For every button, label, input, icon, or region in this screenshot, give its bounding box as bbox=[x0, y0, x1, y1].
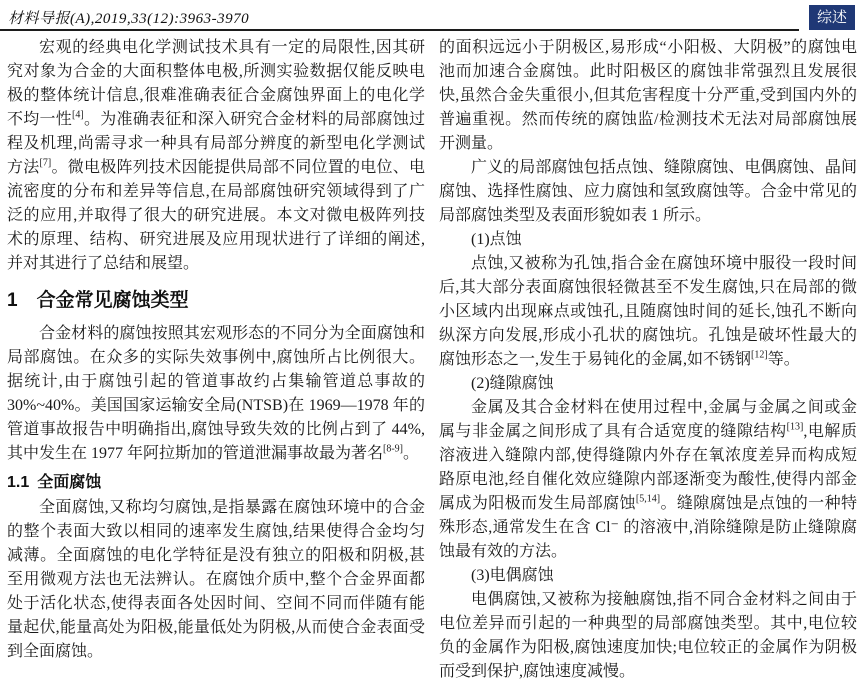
header-rule bbox=[0, 29, 799, 31]
paragraph-crevice: 金属及其合金材料在使用过程中,金属与金属之间或金属与非金属之间形成了具有合适宽度的缝隙结构[13],电解质溶液进入缝隙内部,使得缝隙内外存在氧浓度差异而构成短路原电池,经自催化效应缝隙内部逐渐变为酸性,使得内部金属成为阳极而发生局部腐蚀[5,14]。缝隙腐蚀是点蚀的一种特殊形态,通常发生在含 Cl⁻ 的溶液中,消除缝隙是防止缝隙腐蚀最有效的方法。 bbox=[439, 399, 857, 560]
reference-marker: [4] bbox=[72, 109, 84, 121]
article-body bbox=[7, 32, 857, 684]
reference-marker: [13] bbox=[786, 421, 804, 433]
section-heading-1: 1 合金常见腐蚀类型 bbox=[7, 290, 189, 311]
right-column bbox=[439, 36, 857, 684]
subsection-heading-1-1: 1.1 全面腐蚀 bbox=[7, 474, 102, 491]
reference-marker: [7] bbox=[39, 157, 52, 169]
journal-citation: 材料导报(A),2019,33(12):3963-3970 bbox=[8, 11, 250, 27]
paragraph-intro: 宏观的经典电化学测试技术具有一定的局限性,因其研究对象为合金的大面积整体电极,所测实验数据仅能反映电极的整体统计信息,很难准确表征合金腐蚀界面上的电化学不均一性[4]。为准确表征和深入研究合金材料的局部腐蚀过程及机理,尚需寻求一种具有局部分辨度的新型电化学测试方法[7]。微电极阵列技术因能提供局部不同位置的电位、电流密度的分布和差异等信息,在局部腐蚀研究领域得到了广泛的应用,并取得了很大的研究进展。本文对微电极阵列技术的原理、结构、研究进展及应用现状进行了详细的阐述,并对其进行了总结和展望。 bbox=[7, 39, 425, 272]
reference-marker: [5,14] bbox=[635, 493, 661, 505]
paragraph-corrosion-types: 合金材料的腐蚀按照其宏观形态的不同分为全面腐蚀和局部腐蚀。在众多的实际失效事例中,腐蚀所占比例很大。据统计,由于腐蚀引起的管道事故约占集输管道总事故的 30%~40%。美国国家运输安全局(NTSB)在 1969—1978 年的管道事故报告中明确指出,腐蚀导致失效的比例占到了 44%,其中发生在 1977 年阿拉斯加的管道泄漏事故最为著名[8-9]。 bbox=[7, 325, 425, 462]
reference-marker: [8-9] bbox=[383, 443, 404, 455]
article-type-badge: 综述 bbox=[809, 5, 855, 30]
list-item-pitting: (1)点蚀 bbox=[471, 231, 522, 248]
paragraph-pitting: 点蚀,又被称为孔蚀,指合金在腐蚀环境中服役一段时间后,其大部分表面腐蚀很轻微甚至不发生腐蚀,只在局部的微小区域内出现麻点或蚀孔,且随腐蚀时间的延长,蚀孔不断向纵深方向发展,形成小孔状的腐蚀坑。孔蚀是破坏性最大的腐蚀形态之一,发生于易钝化的金属,如不锈钢[12]等。 bbox=[439, 255, 857, 368]
left-column bbox=[7, 36, 425, 684]
page-header bbox=[7, 0, 857, 32]
paragraph-uniform-corrosion: 全面腐蚀,又称均匀腐蚀,是指暴露在腐蚀环境中的合金的整个表面大致以相同的速率发生腐蚀,结果使得合金均匀减薄。全面腐蚀的电化学特征是没有独立的阳极和阴极,甚至用微观方法也无法辨认。在腐蚀介质中,整个合金界面都处于活化状态,使得表面各处因时间、空间不同而伴随有能量起伏,能量高处为阳极,能量低处为阴极,从而使合金表面受到全面腐蚀。 bbox=[7, 499, 425, 660]
paragraph-galvanic: 电偶腐蚀,又被称为接触腐蚀,指不同合金材料之间由于电位差异而引起的一种典型的局部腐蚀类型。其中,电位较负的金属作为阳极,腐蚀速度加快;电位较正的金属作为阴极而受到保护,腐蚀速度减慢。 bbox=[439, 591, 857, 680]
list-item-crevice: (2)缝隙腐蚀 bbox=[471, 375, 554, 392]
paragraph-localized-corrosion: 广义的局部腐蚀包括点蚀、缝隙腐蚀、电偶腐蚀、晶间腐蚀、选择性腐蚀、应力腐蚀和氢致腐蚀等。合金中常见的局部腐蚀类型及表面形貌如表 1 所示。 bbox=[439, 159, 857, 224]
list-item-galvanic: (3)电偶腐蚀 bbox=[471, 567, 554, 584]
reference-marker: [12] bbox=[751, 349, 768, 361]
paragraph-continuation: 的面积远远小于阴极区,易形成“小阳极、大阴极”的腐蚀电池而加速合金腐蚀。此时阳极区的腐蚀非常强烈且发展很快,虽然合金失重很小,但其危害程度十分严重,受到国内外的普遍重视。然而传统的腐蚀监/检测技术无法对局部腐蚀展开测量。 bbox=[439, 39, 857, 152]
